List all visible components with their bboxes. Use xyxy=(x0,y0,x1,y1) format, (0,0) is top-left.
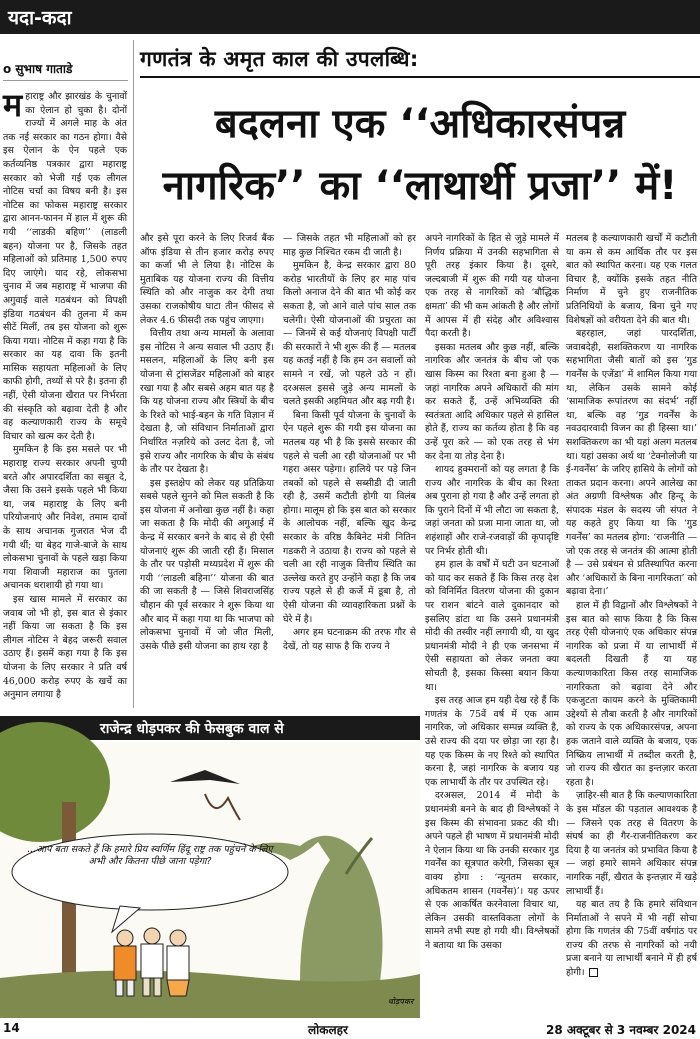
section-bar xyxy=(0,0,700,34)
kicker: गणतंत्र के अमृत काल की उपलब्धि: xyxy=(140,47,419,71)
paragraph: मुमकिन है कि इस मसले पर भी महाराष्ट्र राज्य सरकार अपनी चुप्पी बरते और अपारदर्शिता का सबूत दे, जैसा कि उसने इसके पहले भी किया था, जब महाराष्ट्र के लिए बनी परियोजनाएं और निवेश, तमाम दावों के साथ अचानक गुजरात भेज दी गयी थीं; या बेहद गाजे-बाजे के साथ लोकसभा चुनावों के पहले खड़ा किया गया शिवाजी महाराज का पुतला अचानक धराशायी हो गया था। xyxy=(3,444,127,592)
paragraph: इस तरह आज हम यही देख रहे हैं कि गणतंत्र के 75वें वर्ष में एक आम नागरिक, जो अधिकार सम्पन्न व्यक्ति है, उसे राज्य की दया पर छोड़ा जा रहा है। यह एक किस्म के नए रिश्ते को स्थापित करना है, जहां नागरिक के बजाय यह एक लाभार्थी के तौर पर उपस्थित रहे। xyxy=(425,695,559,788)
page-number: 14 xyxy=(3,1021,20,1035)
section-label: यदा-कदा xyxy=(8,7,72,29)
publication-name: लोकलहर xyxy=(308,1023,348,1037)
byline-rule xyxy=(3,80,128,81)
paragraph: अगर हम घटनाक्रम की तरफ गौर से देखें, तो यह साफ है कि राज्य ने xyxy=(283,627,416,652)
paragraph: मतलब है कल्याणकारी खर्चों में कटौती या कम से कम आर्थिक तौर पर इस बात को स्थापित करना। यह एक गलत विचार है, क्योंकि इसके तहत नीति निर्माण में चुने हुए राजनीतिक प्रतिनिधियों के बजाय, बिना चुने गए विशेषज्ञों को वरीयता देने की बात थी। xyxy=(566,233,697,326)
paragraph: यह बात तय है कि हमारे संविधान निर्माताओं ने सपने में भी नहीं सोचा होगा कि गणतंत्र की 75वीं वर्षगांठ पर राज्य की तरफ से नागरिकों को नयी प्रजा बनाने या लाभार्थी बनाने में ही हर्ष होगी। xyxy=(566,899,697,979)
cartoon-illustration xyxy=(0,742,420,1018)
paragraph: और इसे पूरा करने के लिए रिजर्व बैंक ऑफ इंडिया से तीन हजार करोड़ रुपए का कर्जा भी ले लिया है। नोटिस के मुताबिक यह योजना राज्य की वित्तीय स्थिति को और नाजुक कर देगी तथा उसका राजकोषीय घाटा तीन फीसद से लेकर 4.6 फीसदी तक पहुंच जाएगा। xyxy=(140,233,274,326)
column-5 xyxy=(566,232,697,1016)
paragraph: हम हाल के वर्षों में घटी उन घटनाओं को याद कर सकते हैं कि किस तरह देश को विनिर्मित वितरण योजना की दुकान पर राशन बांटने वाले दुकानदार को इसलिए डांटा था कि उसने प्रधानमंत्री मोदी की तस्वीर नहीं लगायी थी, या खुद प्रधानमंत्री मोदी ने ही एक जनसभा में ऐसी सहायता को लेकर जनता क्या सोचती है, इसका किस्सा बयान किया था। xyxy=(425,559,559,693)
column-1 xyxy=(3,86,127,701)
end-mark xyxy=(589,968,598,977)
paragraph: इस इस्तक्षेप को लेकर यह प्रतिक्रिया सबसे पहले सुनने को मिल सकती है कि इस योजना में अनोखा कुछ नहीं है। कहा जा सकता है कि मोदी की अगुआई में केन्द्र में सरकार बनने के बाद से ही ऐसी योजनाएं शुरू की जाती रही हैं। मिसाल के तौर पर पड़ोसी मध्यप्रदेश में शुरू की गयी ‘‘लाडली बहिना’’ योजना की बात की जा सकती है — जिसे शिवराजसिंह चौहान की पूर्व सरकार ने शुरू किया था और बाद में कहा गया था कि भाजपा को लोकसभा चुनावों में जो जीत मिली, उसके पीछे इसी योजना का हाथ रहा है xyxy=(140,477,274,652)
paragraph: वित्तीय तथा अन्य मामलों के अलावा इस नोटिस ने अन्य सवाल भी उठाए हैं। मसलन, महिलाओं के लिए बनी इस योजना से ट्रांसजेंडर महिलाओं को बाहर रखा गया है और सबसे अहम बात यह है कि यह योजना राज्य और स्त्रियों के बीच के रिश्ते को भाई-बहन के गति विज्ञान में देखता है, जो संविधान निर्माताओं द्वारा निर्धारित नज़रिये को उलट देता है, जो इसे राज्य और नागरिक के बीच के संबंध के तौर पर देखता है। xyxy=(140,328,274,476)
column-3 xyxy=(283,232,416,708)
paragraph: इसका मतलब और कुछ नहीं, बल्कि नागरिक और जनतंत्र के बीच जो एक खास किस्म का रिश्ता बना हुआ है — जहां नागरिक अपने अधिकारों की मांग कर सकते हैं, उन्हें अभिव्यक्ति की स्वतंत्रता आदि अधिकार पहले से हासिल होते हैं, राज्य का कर्तव्य होता है कि वह उन्हें पूरा करे — को एक तरह से भंग कर देना या तोड़ देना है। xyxy=(425,341,559,462)
paragraph: — जिसके तहत भी महिलाओं को हर माह कुछ निश्चित रकम दी जाती है। xyxy=(283,233,416,258)
headline-line-1: बदलना एक ‘‘अधिकारसंपन्न xyxy=(214,101,626,147)
paragraph: इस खास मामले में सरकार का जवाब जो भी हो, इस बात से इंकार नहीं किया जा सकता है कि इस लीगल नोटिस ने बेहद जरूरी सवाल उठाए हैं। इसमें कहा गया है कि इस योजना के लिए सरकार ने प्रति वर्ष 46,000 करोड़ रुपए के खर्चे का अनुमान लगाया है xyxy=(3,593,127,701)
paragraph: दरअसल, 2014 में मोदी के प्रधानमंत्री बनने के बाद ही विश्लेषकों ने इस किस्म की संभावना प्रकट की थी। अपने पहले ही भाषण में प्रधानमंत्री मोदी ने ऐलान किया था कि उनकी सरकार गुड गवर्नेंस का सूत्रपात करेगी, जिसका सूत्र वाक्य होगा : ‘न्यूनतम सरकार, अधिकतम शासन (गवर्नेंस)’। यह ऊपर से एक आकर्षित करनेवाला विचार था, लेकिन उसकी वास्तविकता लोगों के सामने तभी स्पष्ट हो गयी थी। विश्लेषकों ने बताया था कि उसका xyxy=(425,790,559,951)
cartoon-signature: धोड़पकर xyxy=(388,997,414,1006)
issue-date: 28 अक्टूबर से 3 नवम्बर 2024 xyxy=(546,1023,696,1037)
paragraph: ज़ाहिर-सी बात है कि कल्याणकारिता के इस मॉडल की पड़ताल आवश्यक है — जिसने एक तरह से वितरण के संघर्ष का ही गैर-राजनीतिकरण कर दिया है या जनतंत्र को प्रभावित किया है — जहां हमारे सामने अधिकार संपन्न नागरिक नहीं, खैरात के इन्तज़ार में खड़े लाभार्थी हैं। xyxy=(566,790,697,897)
kicker-rule xyxy=(140,76,700,78)
column-2 xyxy=(140,232,274,708)
paragraph: हाराष्ट्र और झारखंड के चुनावों का ऐलान हो चुका है। दोनों राज्यों में अगले माह के अंत तक नई सरकार का गठन होगा। वैसे इस ऐलान के ऐन पहले एक कर्तव्यनिष्ठ पत्रकार द्वारा महाराष्ट्र सरकार को भेजी गई एक लीगल नोटिस चर्चा का विषय बनी है। इस नोटिस का फोकस महाराष्ट्र सरकार द्वारा आनन-फानन में हाल में शुरू की गयी ‘‘लाडकी बहिण’’ (लाडली बहन) योजना पर है, जिसके तहत महिलाओं को प्रतिमाह 1,500 रुपए दिए जाएंगे। याद रहे, लोकसभा चुनाव में जब महाराष्ट्र में भाजपा की अगुवाई वाले गठबंधन को विपक्षी इंडिया गठबंधन की तुलना में कम सीटें मिलीं, तब इस योजना को शुरू किया गया। नोटिस में कहा गया है कि सरकार का यह दावा कि इतनी मासिक सहायता महिलाओं के लिए काफी होगी, तथ्यों से परे है। इतना ही नहीं, ऐसी योजना खैरात पर निर्भरता की संस्कृति को बढ़ावा देती है और वह कल्याणकारी राज्य के समूचे विचार को खत्म कर देती है। xyxy=(3,91,127,442)
drop-cap: म xyxy=(3,86,23,124)
paragraph: हाल में ही विद्वानों और विश्लेषकों ने इस बात को साफ किया है कि किस तरह ऐसी योजनाएं एक अधिकार संपन्न नागरिक को प्रजा में या लाभार्थी में बदलती दिखती हैं या यह कल्याणकारिता किस तरह सामाजिक नागरिकता को बढ़ावा देने और एकजुटता कायम करने के मुक्तिकामी उद्देश्यों से तौबा करती है और नागरिकों को राज्य के एक अधिकारसंपन्न, अपना हक जताने वाले व्यक्ति के बजाय, एक निष्क्रिय लाभार्थी में तब्दील करती है, जो राज्य की खैरात का इन्तज़ार करता रहता है। xyxy=(566,600,697,788)
column-rule xyxy=(133,40,134,708)
paragraph: अपने नागरिकों के हित से जुड़े मामले में निर्णय प्रक्रिया में उनकी सहभागिता से पूरी तरह इंकार किया है। दूसरे, जल्दबाजी में शुरू की गयी यह योजना एक तरह से नागरिकों को ‘बौद्धिक क्षमता’ की भी कम आंकती है और लोगों में आपस में ही संदेह और अविश्वास पैदा करती है। xyxy=(425,233,559,340)
byline: ο सुभाष गाताडे xyxy=(3,62,73,76)
paragraph: शायद हुक्मरानों को यह लगता है कि राज्य और नागरिक के बीच का रिश्ता अब पुराना हो गया है और उन्हें लगता हो कि पुराने दिनों में भी लौटा जा सकता है, जहां जनता को प्रजा माना जाता था, जो शहंशाहों और राजे-रजवाड़ों की कृपादृष्टि पर निर्भर होती थी। xyxy=(425,464,559,557)
man-saffron xyxy=(167,930,189,996)
paragraph: बिना किसी पूर्व योजना के चुनावों के ऐन पहले शुरू की गयी इस योजना का मतलब यह भी है कि इससे सरकार की पहले से चली आ रही योजनाओं पर भी गहरा असर पड़ेगा। हालिये पर पड़े जिन तबकों को पहले से सब्सीडी दी जाती रही है, उसमें कटौती होगी या विलंब होगा। मालूम हो कि इस बात को सरकार के आलोचक नहीं, बल्कि खुद केन्द्र सरकार के वरिष्ठ कैबिनेट मंत्री नितिन गडकरी ने उठाया है। राज्य को पहले से चली आ रही नाजुक वित्तीय स्थिति का उल्लेख करते हुए उन्होंने कहा है कि जब राज्य पहले से ही कर्जे में डूबा है, तो ऐसी योजना की व्यावहारिकता प्रश्नों के घेरे में है। xyxy=(283,409,416,625)
paragraph: मुमकिन है, केन्द्र सरकार द्वारा 80 करोड़ भारतीयों के लिए हर माह पांच किलो अनाज देने की बात भी कोई कर सकता है, जो आने वाले पांच साल तक चलेगी। ऐसी योजनाओं की प्रचुरता का — जिनमें से कई योजनाएं विपक्षी पार्टी की सरकारों ने भी शुरू की हैं — मतलब यह कतई नहीं है कि हम उन सवालों को सामने न रखें, जो पहले उठे न हों। दरअसल इससे जुड़े अन्य मामलों के चलते इसकी अहमियत और बढ़ गयी है। xyxy=(283,260,416,408)
cartoon-heading: राजेन्द्र धोड़पकर की फेसबुक वाल से xyxy=(100,721,284,737)
paragraph: बहरहाल, जहां पारदर्शिता, जवाबदेही, सशक्तिकरण या नागरिक सहभागिता जैसी बातों को इस ‘गुड गवर्नेंस के एजेंडा’ में शामिल किया गया था, लेकिन उसके सामने कोई ‘सामाजिक रूपांतरण का संदर्भ’ नहीं था, बल्कि वह ‘गुड गवर्नेंस के नवउदारवादी विजन का ही हिस्सा था।’ सशक्तिकरण का भी यहां अलग मतलब था। यहां उसका अर्थ था ‘टेक्नोलोजी या ई-गवर्नेंस’ के जरिए हासिये के लोगों को ताकत प्रदान करना। अपने आलेख का अंत अग्रणी विश्लेषक और हिन्दू के संपादक मंडल के सदस्य जी संपत ने यह कहते हुए किया था कि ‘गुड गवर्नेंस’ का मतलब होगा: ‘राजनीति — जो एक तरह से जनतंत्र की आत्मा होती है — उसे प्रबंधन से प्रतिस्थापित करना और ‘अधिकारों के बिना नागरिकता’ को बढ़ावा देना।’ xyxy=(566,328,697,598)
headline-line-2: नागरिक’’ का ‘‘लाथार्थी प्रजा’’ में! xyxy=(162,163,678,209)
cartoon-speech: ...आप बता सकते हैं कि हमारे प्रिय स्वर्णिम हिंदू राष्ट्र तक पहुंचने के लिए अभी और कितना पीछे जाना पड़ेगा? xyxy=(27,844,273,867)
column-4 xyxy=(425,232,559,1016)
